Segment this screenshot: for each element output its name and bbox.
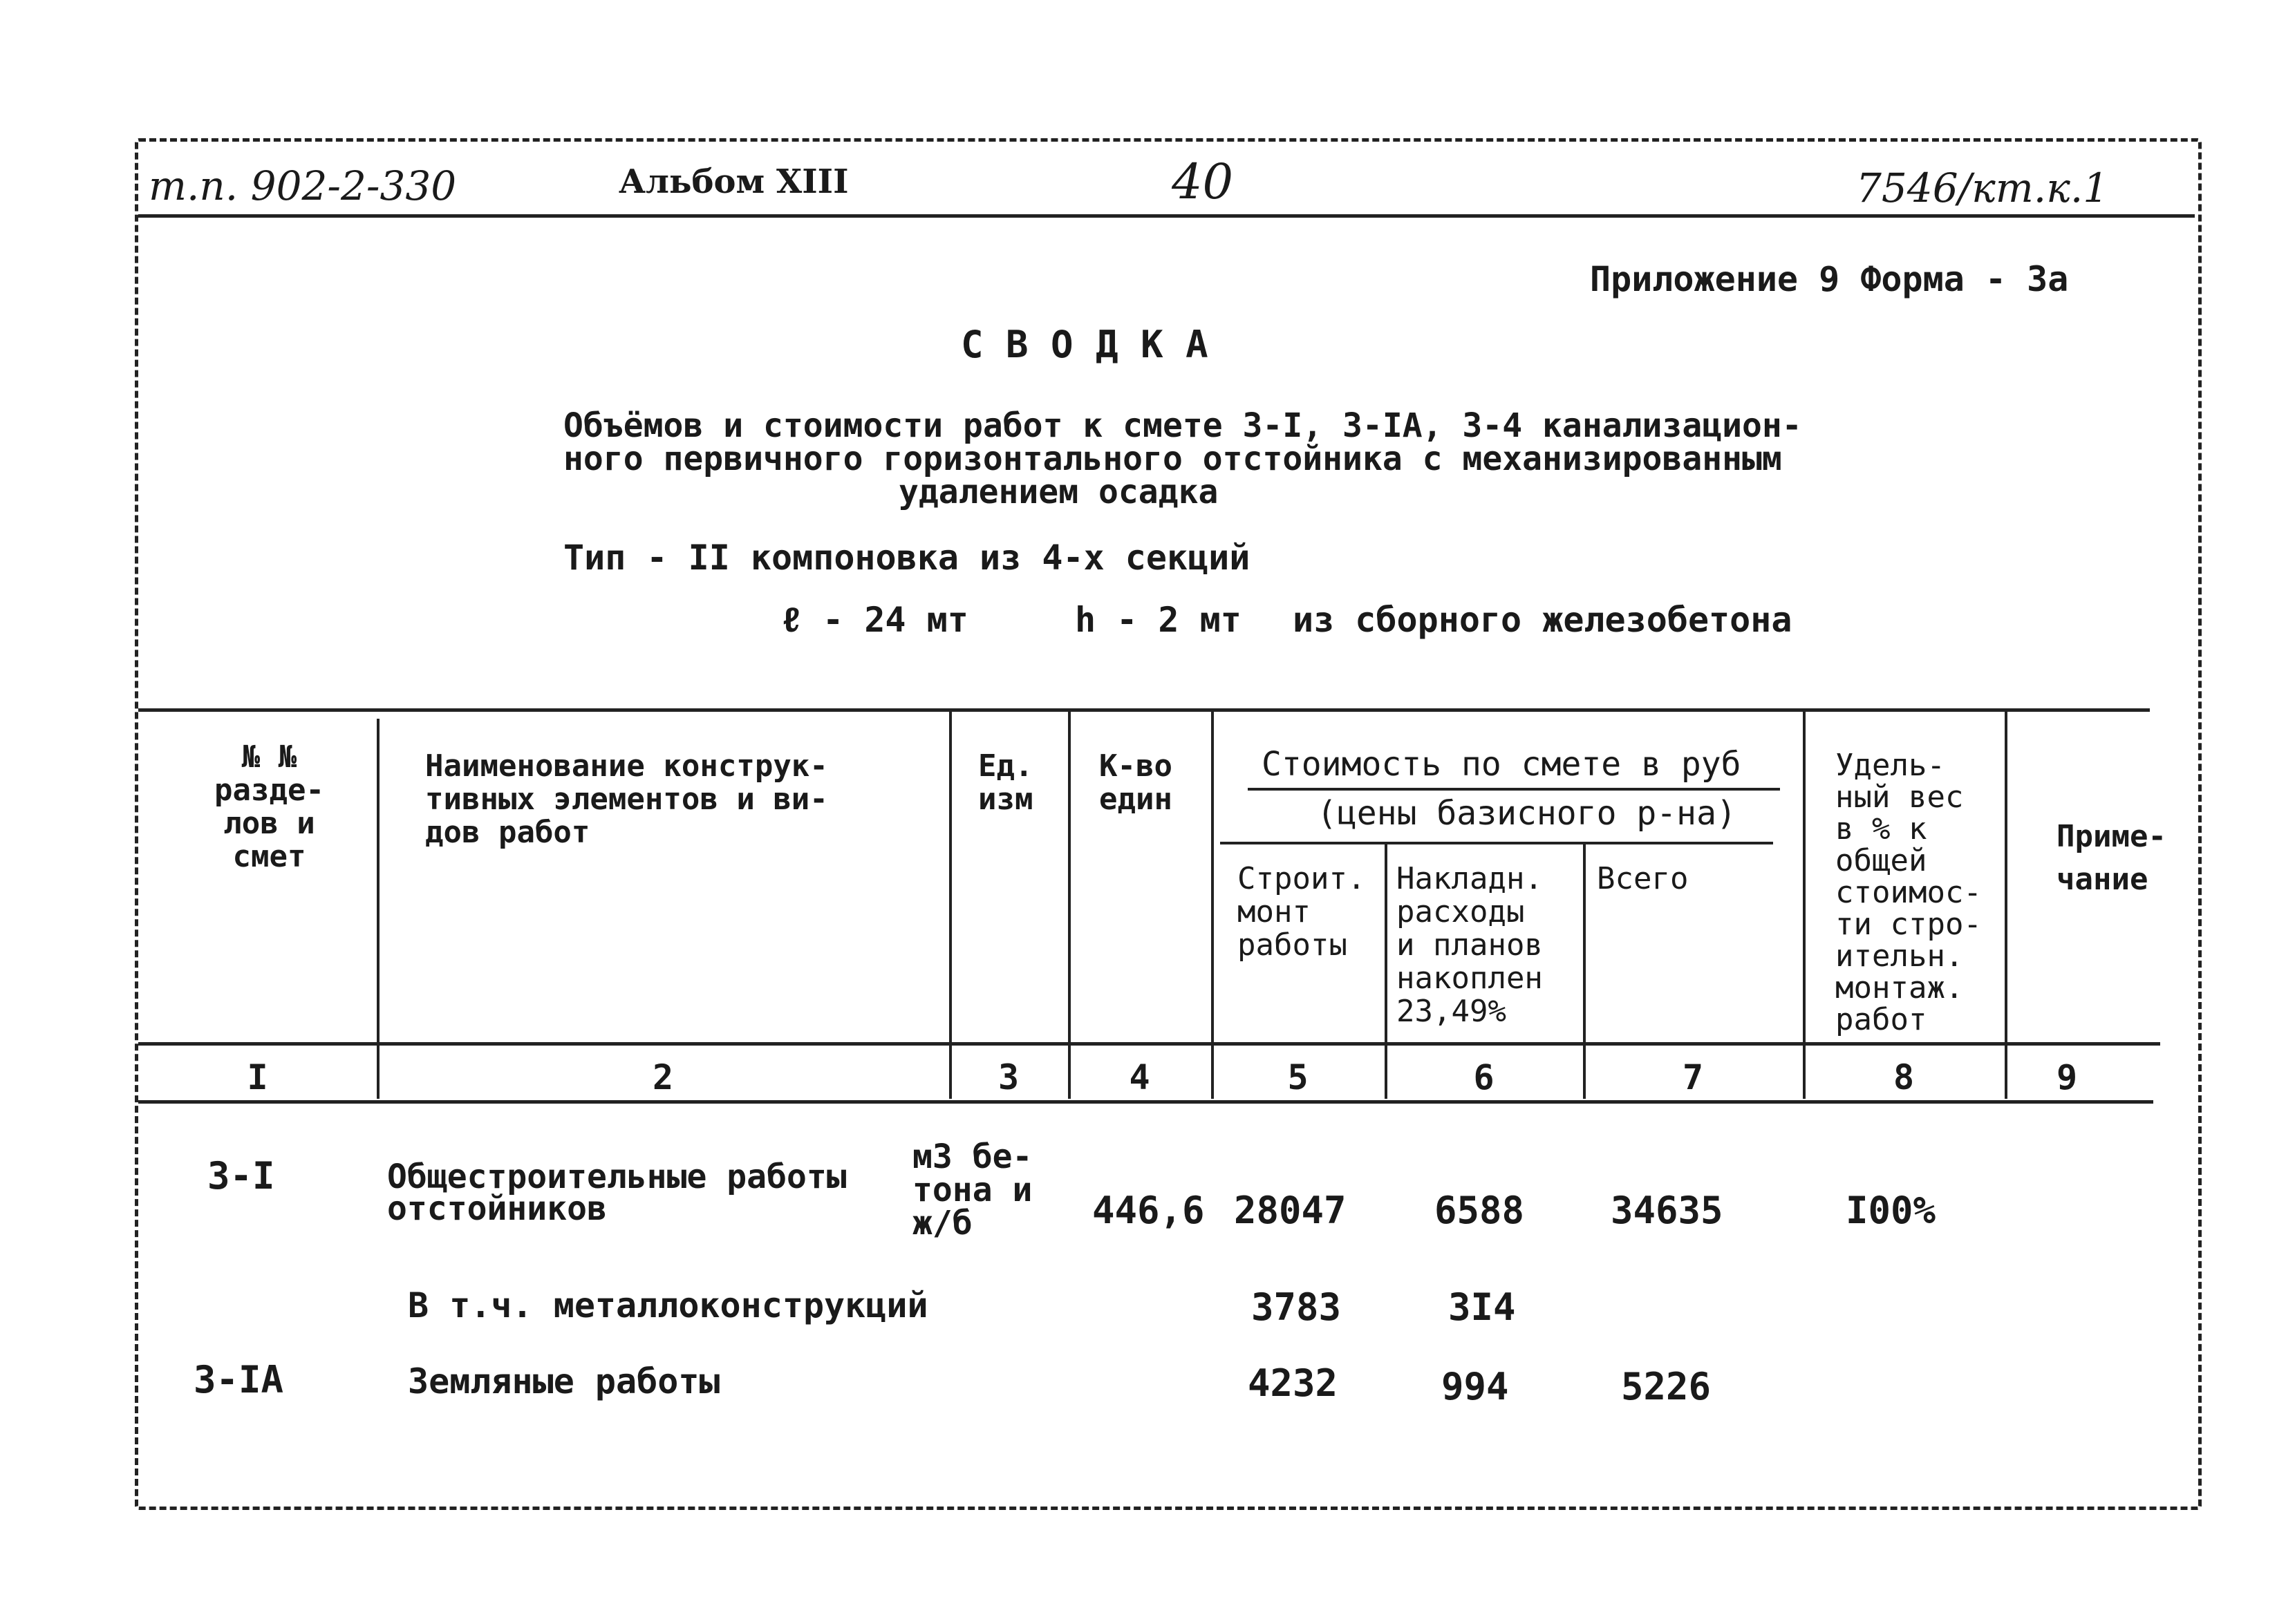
header-cost-basis: (цены базисного р-на): [1317, 794, 1736, 833]
row-overhead: 6588: [1434, 1189, 1525, 1232]
type-line: Тип - II компоновка из 4-х секций: [563, 538, 1250, 578]
col-divider-2: [949, 712, 952, 1099]
row-section-code: 3-I: [207, 1154, 275, 1198]
cost-sub-rule: [1220, 842, 1773, 844]
row-overhead: 3I4: [1448, 1285, 1516, 1329]
row-quantity: 446,6: [1092, 1189, 1205, 1232]
col-divider-3: [1068, 712, 1071, 1099]
header-quantity: К-во един: [1099, 748, 1172, 817]
header-notes: Приме- чание: [2057, 819, 2166, 897]
col-divider-4: [1211, 712, 1214, 1099]
row-work-name: Земляные работы: [408, 1361, 720, 1401]
header-share: Удель- ный вес в % к общей стоимос- ти стро- ительн. монтаж. работ: [1835, 748, 1982, 1037]
subtitle-line-1: Объёмов и стоимости работ к смете 3-I, 3-IA, 3-4 канализацион-: [563, 406, 1802, 445]
col-divider-1: [377, 719, 380, 1099]
col-number-7: 7: [1682, 1057, 1704, 1097]
height-value: h - 2 мт: [1075, 600, 1242, 640]
row-overhead: 994: [1441, 1365, 1509, 1408]
row-unit: м3 бе- тона и ж/б: [912, 1137, 1033, 1243]
row-total: 34635: [1611, 1189, 1723, 1232]
document-title: С В О Д К А: [961, 323, 1208, 366]
col-number-4: 4: [1129, 1057, 1150, 1097]
row-work-name: Общестроительные работы отстойников: [387, 1158, 847, 1228]
project-code: т.п. 902-2-330: [149, 162, 457, 209]
subtitle-line-2: ного первичного горизонтального отстойника с механизированным: [563, 440, 1782, 478]
col-number-6: 6: [1473, 1057, 1495, 1097]
material-label: из сборного железобетона: [1293, 600, 1792, 640]
document-id: 7546/кт.к.1: [1856, 164, 2109, 211]
col-divider-8: [2005, 712, 2007, 1099]
row-section-code: 3-IA: [194, 1358, 284, 1401]
page-number: 40: [1172, 153, 1234, 210]
header-section-number: № № разде- лов и смет: [214, 739, 324, 874]
row-construction-cost: 28047: [1234, 1189, 1347, 1232]
row-work-name: В т.ч. металлоконструкций: [408, 1285, 928, 1325]
col-number-5: 5: [1287, 1057, 1309, 1097]
col-divider-7: [1803, 712, 1806, 1099]
row-construction-cost: 4232: [1248, 1361, 1338, 1405]
album-label: Альбом XIII: [619, 162, 849, 201]
header-overhead: Накладн. расходы и планов накоплен 23,49%: [1396, 861, 1543, 1029]
header-bottom-rule: [138, 1042, 2160, 1046]
row-total: 5226: [1621, 1365, 1712, 1408]
numbers-bottom-rule: [138, 1100, 2153, 1104]
appendix-label: Приложение 9 Форма - 3а: [1590, 259, 2069, 299]
row-share: I00%: [1846, 1189, 1936, 1232]
header-divider: [138, 214, 2195, 218]
col-number-9: 9: [2056, 1057, 2078, 1097]
col-number-8: 8: [1893, 1057, 1915, 1097]
row-construction-cost: 3783: [1251, 1285, 1342, 1329]
header-element-name: Наименование конструк- тивных элементов и ви- дов работ: [425, 748, 828, 850]
length-value: ℓ - 24 мт: [781, 600, 968, 640]
cost-group-rule: [1248, 788, 1780, 791]
header-total: Всего: [1597, 861, 1689, 896]
table-top-rule: [138, 708, 2150, 712]
header-unit: Ед. изм: [978, 748, 1033, 817]
col-number-2: 2: [652, 1057, 674, 1097]
col-number-3: 3: [997, 1057, 1020, 1097]
header-cost-group: Стоимость по смете в руб: [1262, 745, 1741, 784]
header-construction-cost: Строит. монт работы: [1237, 861, 1366, 963]
subtitle-line-3: удалением осадка: [899, 473, 1219, 511]
col-number-1: I: [247, 1057, 268, 1097]
